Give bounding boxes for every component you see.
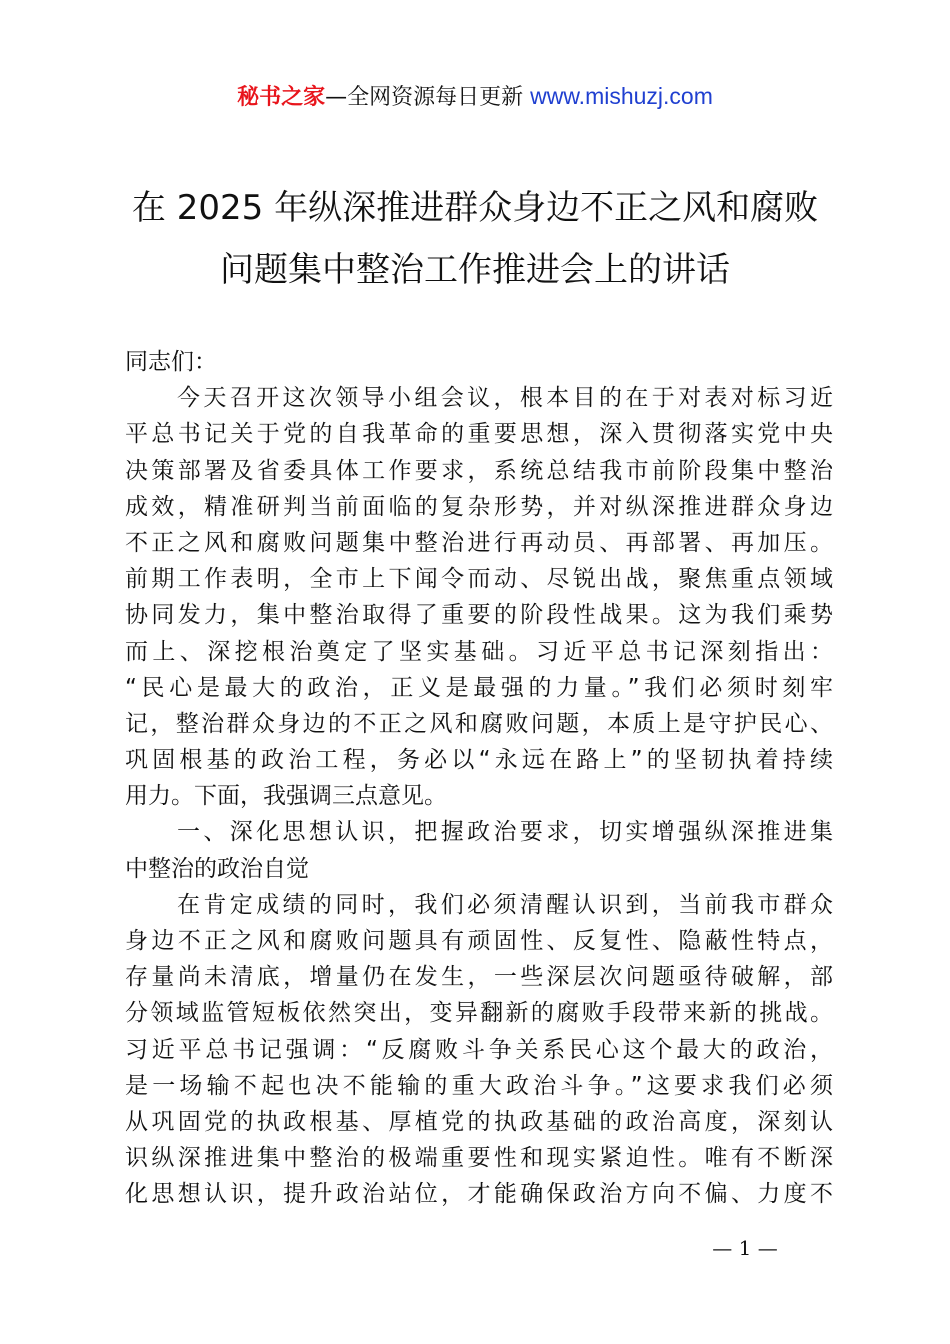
banner-url-link[interactable]: www.mishuzj.com xyxy=(530,83,713,109)
salutation: 同志们： xyxy=(125,349,217,375)
body-line: 存量尚未清底，增量仍在发生，一些深层次问题亟待破解，部 xyxy=(125,964,833,991)
body-line: 在肯定成绩的同时，我们必须清醒认识到，当前我市群众 xyxy=(177,891,833,918)
body-line: 今天召开这次领导小组会议，根本目的在于对表对标习近 xyxy=(177,385,833,412)
site-banner xyxy=(0,76,950,118)
body-line: 决策部署及省委具体工作要求，系统总结我市前阶段集中整治 xyxy=(125,457,833,484)
body-line: 协同发力，集中整治取得了重要的阶段性战果。这为我们乘势 xyxy=(125,602,833,629)
body-line: 平总书记关于党的自我革命的重要思想，深入贯彻落实党中央 xyxy=(125,421,833,448)
body-line: 身边不正之风和腐败问题具有顽固性、反复性、隐蔽性特点， xyxy=(125,928,833,954)
body-line: 记，整治群众身边的不正之风和腐败问题，本质上是守护民心、 xyxy=(125,710,833,737)
body-line: 不正之风和腐败问题集中整治进行再动员、再部署、再加压。 xyxy=(125,529,833,556)
body-line: 前期工作表明，全市上下闻令而动、尽锐出战，聚焦重点领域 xyxy=(125,566,833,593)
section-heading-1: 一、深化思想认识，把握政治要求，切实增强纵深推进集 xyxy=(177,819,833,846)
body-line: 而上、深挖根治奠定了坚实基础。习近平总书记深刻指出： xyxy=(125,638,833,665)
body-line: 化思想认识，提升政治站位，才能确保政治方向不偏、力度不 xyxy=(125,1181,833,1208)
page-number: — 1 — xyxy=(712,1236,778,1260)
body-line: 成效，精准研判当前面临的复杂形势，并对纵深推进群众身边 xyxy=(125,493,833,520)
brand-name: 秘书之家 xyxy=(237,85,326,110)
body-line: 巩固根基的政治工程，务必以“永远在路上”的坚韧执着持续 xyxy=(125,747,833,774)
section-heading-1-cont: 中整治的政治自觉 xyxy=(125,855,309,882)
document-body xyxy=(125,344,833,1213)
body-line: 识纵深推进集中整治的极端重要性和现实紧迫性。唯有不断深 xyxy=(125,1145,833,1172)
body-line: 习近平总书记强调：“反腐败斗争关系民心这个最大的政治， xyxy=(125,1036,833,1063)
body-line: “民心是最大的政治，正义是最强的力量。”我们必须时刻牢 xyxy=(125,674,833,701)
title-line-2: 问题集中整治工作推进会上的讲话 xyxy=(220,250,730,290)
body-line: 分领域监管短板依然突出，变异翻新的腐败手段带来新的挑战。 xyxy=(125,1000,833,1027)
banner-tagline: —全网资源每日更新 xyxy=(325,85,531,110)
document-title xyxy=(0,186,950,292)
body-line: 是一场输不起也决不能输的重大政治斗争。”这要求我们必须 xyxy=(125,1072,833,1099)
title-line-1: 在 2025 年纵深推进群众身边不正之风和腐败 xyxy=(131,188,819,228)
body-line: 用力。下面，我强调三点意见。 xyxy=(125,783,447,810)
body-line: 从巩固党的执政根基、厚植党的执政基础的政治高度，深刻认 xyxy=(125,1108,833,1135)
